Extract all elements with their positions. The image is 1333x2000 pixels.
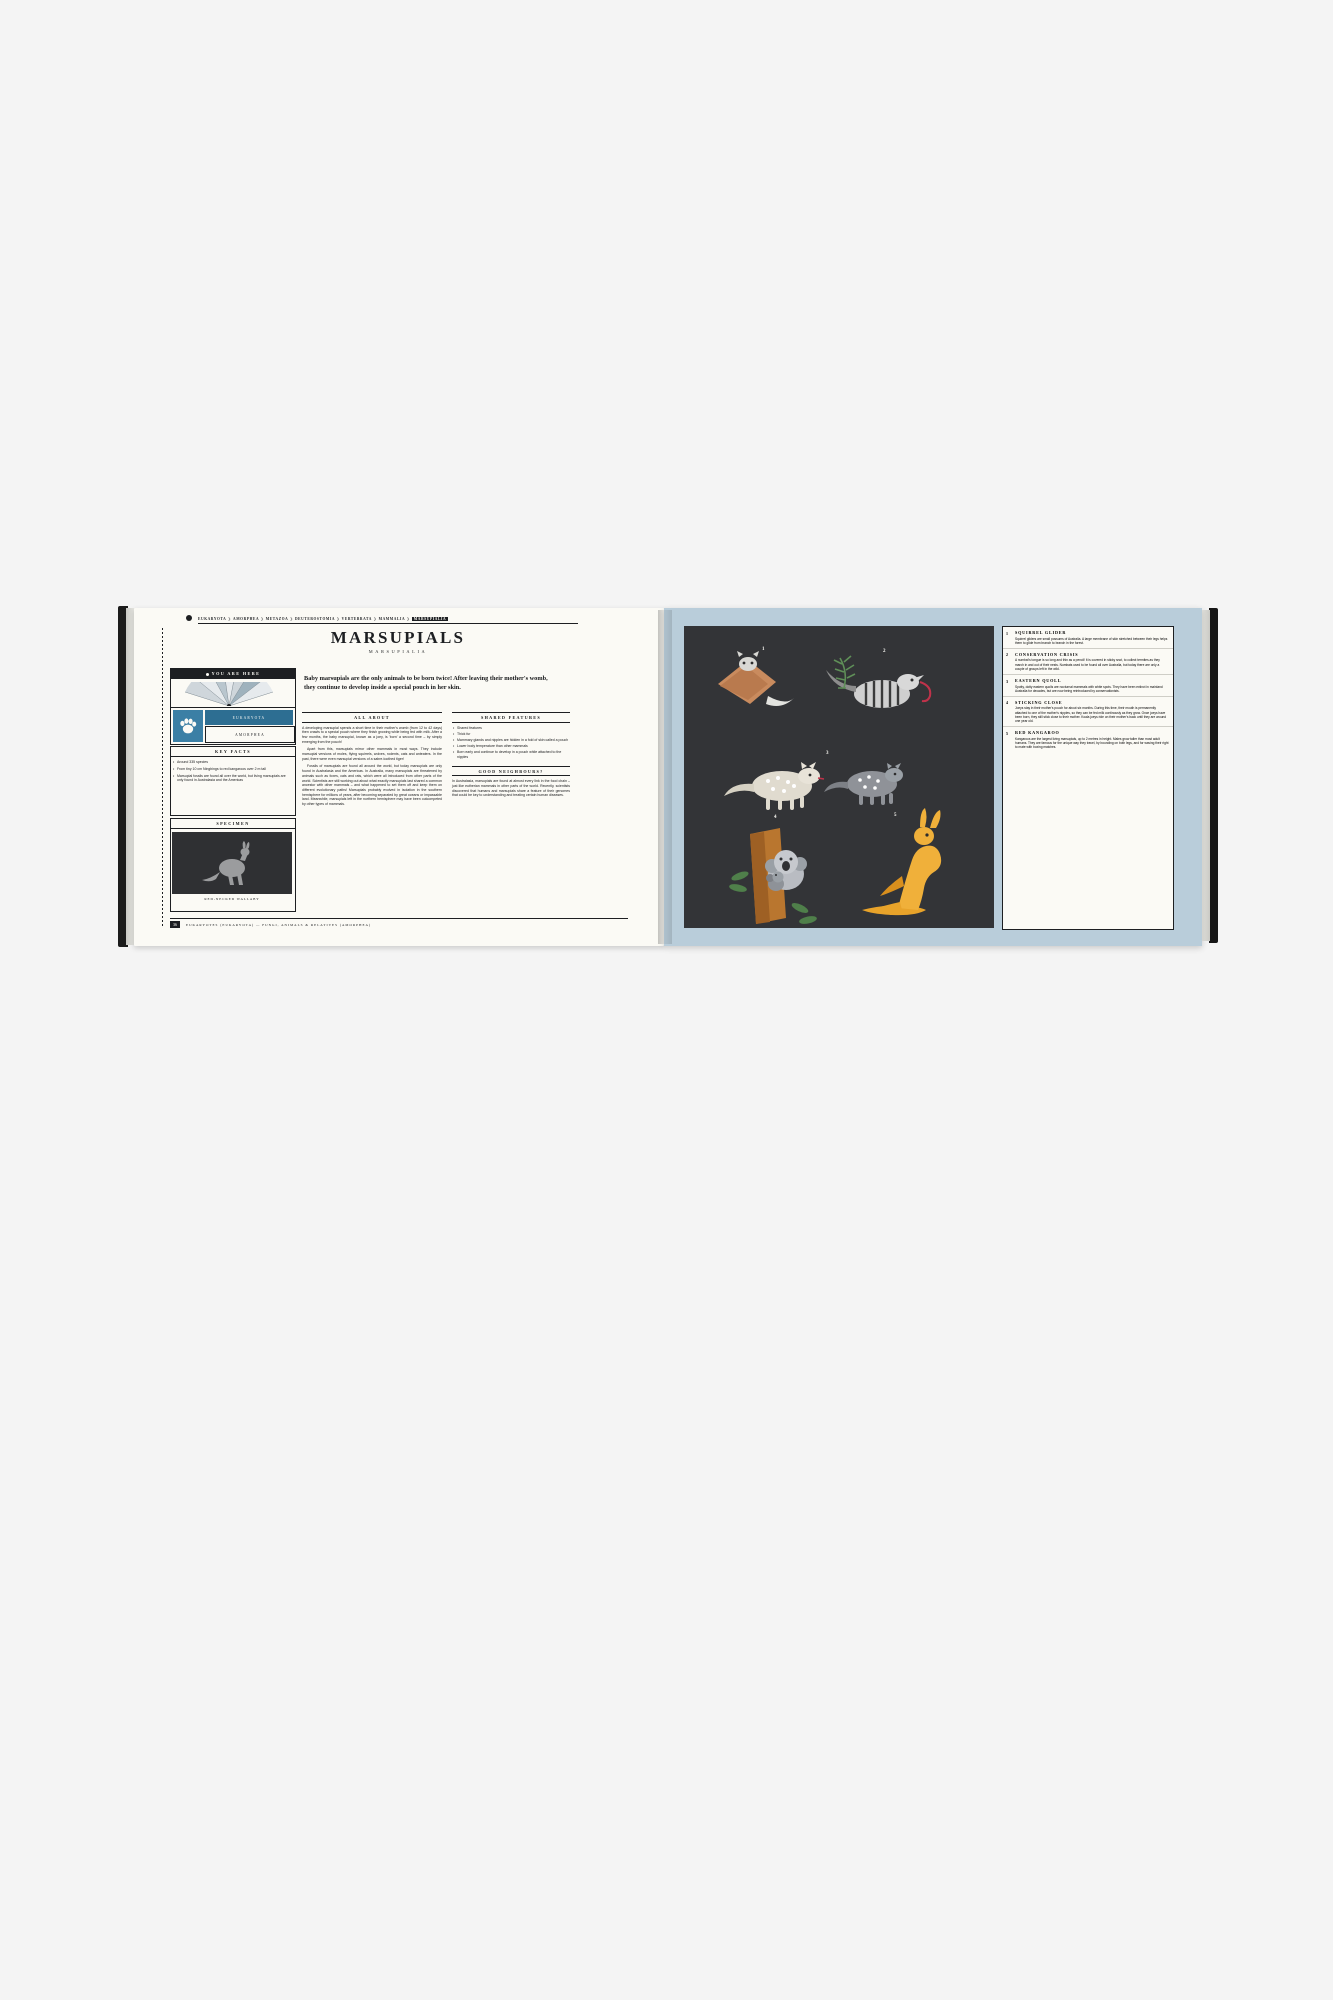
key-fact-item: • Marsupial fossils are found all over the world, but living marsupials are only found in Australasia and the Americas bbox=[177, 774, 291, 783]
shared-feature-item: • Mammary glands and nipples are hidden in a fold of skin called a pouch bbox=[457, 738, 570, 743]
paw-icon bbox=[178, 716, 198, 736]
breadcrumb-item-0: EUKARYOTA bbox=[198, 617, 227, 621]
entry-number: 4 bbox=[1006, 700, 1008, 706]
shared-feature-item: • Shared features bbox=[457, 726, 570, 731]
right-page-content bbox=[664, 608, 1202, 946]
shared-features-list bbox=[452, 726, 570, 760]
entry-text: Joeys stay in their mother's pouch for about six months. During this time, their mouth is permanently attached to one of the mother's nipples, so they can be fed milk continously as they grow. Once joeys have been born, they still stick close to their mother. Koala joeys ride on their mother's back until they are around one year old. bbox=[1015, 706, 1167, 724]
page-number: 36 bbox=[170, 921, 180, 928]
plate-key-entry bbox=[1003, 649, 1173, 675]
dotted-rail bbox=[162, 628, 163, 928]
entry-title: STICKING CLOSE bbox=[1015, 699, 1063, 705]
svg-text:2: 2 bbox=[883, 649, 886, 654]
all-about-paragraph: Fossils of marsupials are found all around the world, but today marsupials are only found in Australasia and the Americas. In Australia, many marsupials are threatened by animals such as foxes, cats and rats, which were all introduced from other parts of the world. Scientists are still working out about what exactly marsupials last shared a common ancestor with other mammals – and what happened to set them off and keep them on different evolutionary paths! Marsupials probably evolved in isolation in the southern hemisphere for millions of years, after becoming separated by great oceans or impassable land. Meanwhile, marsupials left in the northern hemisphere may have been outcompeted by other types of mammals. bbox=[302, 764, 442, 807]
key-facts-list bbox=[171, 757, 295, 783]
entry-title: EASTERN QUOLL bbox=[1015, 678, 1062, 684]
left-page-content bbox=[134, 608, 664, 946]
rail-dot-icon bbox=[186, 615, 192, 621]
entry-number: 3 bbox=[1006, 678, 1008, 684]
book-gutter bbox=[658, 610, 672, 944]
you-are-here-heading bbox=[171, 669, 295, 679]
plate-key-entry bbox=[1003, 727, 1173, 752]
entry-number: 2 bbox=[1006, 652, 1008, 658]
shared-feature-item: • Lower body temperature than other mammals bbox=[457, 744, 570, 749]
svg-text:3: 3 bbox=[826, 751, 829, 756]
breadcrumb-item-3: DEUTEROSTOMIA bbox=[294, 617, 336, 621]
page-title: MARSUPIALS bbox=[330, 628, 466, 647]
entry-title: RED KANGAROO bbox=[1015, 730, 1060, 736]
svg-text:4: 4 bbox=[774, 815, 777, 820]
entry-title: SQUIRREL GLIDER bbox=[1015, 630, 1067, 635]
entry-text: Squirrel gliders are small possums of Australia. A large membrane of skin stretched between their legs helps them to glide from branch to branch in the forest. bbox=[1015, 636, 1168, 645]
plate-key-panel bbox=[1002, 626, 1174, 930]
plate-key-entry bbox=[1003, 627, 1173, 649]
illustration-plate bbox=[684, 626, 994, 928]
breadcrumb-rule bbox=[198, 623, 578, 624]
shared-feature-item: • Thick fur bbox=[457, 732, 570, 737]
breadcrumb: EUKARYOTA ❯ AMORPHEA ❯ METAZOA ❯ DEUTEROSTOMIA ❯ VERTEBRATA ❯ MAMMALIA ❯ MARSUPIALIA bbox=[198, 617, 447, 621]
breadcrumb-item-4: VERTEBRATA bbox=[341, 617, 372, 621]
breadcrumb-item-current: MARSUPIALIA bbox=[413, 617, 447, 621]
entry-text: Kangaroos are the largest living marsupials, up to 2 metres in height. Males grow taller than most adult humans. They are famous for the unique way they travel, by bounding on both legs, and for waving their right to mate with boxing matches. bbox=[1015, 736, 1169, 750]
plate-key-entry bbox=[1003, 697, 1173, 727]
entry-text: A numbat's tongue is so long and thin as a pencil! It is covered in sticky snot, to collect termites as they march in and out of their nests. Numbats used to be found all over Australia, but today there are only a couple of groups left in the wild. bbox=[1015, 658, 1160, 671]
svg-text:1: 1 bbox=[762, 647, 765, 652]
footer-rule bbox=[170, 918, 628, 919]
open-book bbox=[118, 604, 1218, 949]
page-footer bbox=[170, 921, 628, 928]
entry-number: 5 bbox=[1006, 730, 1008, 736]
key-facts-heading: KEY FACTS bbox=[171, 747, 295, 757]
taxonomy-lower: AMORPHEA bbox=[205, 726, 295, 743]
all-about-heading: ALL ABOUT bbox=[302, 712, 442, 723]
good-neighbours-heading: GOOD NEIGHBOURS? bbox=[452, 766, 570, 777]
good-neighbours-text: In Australasia, marsupials are found at almost every link in the food chain – just like eutherian mammals in other parts of the world. Recently, scientists discovered that humans and marsupials share a feature of their genomes that could be key to understanding and treating certain human diseases. bbox=[452, 779, 570, 798]
page-title-block bbox=[198, 628, 598, 654]
key-facts-panel bbox=[170, 746, 296, 816]
key-fact-item: • Around 335 species bbox=[177, 760, 291, 765]
you-are-here-heading-text: YOU ARE HERE bbox=[211, 671, 261, 676]
page-subtitle: MARSUPIALIA bbox=[368, 649, 428, 654]
all-about-column bbox=[302, 712, 442, 807]
taxonomy-upper: EUKARYOTA bbox=[205, 710, 293, 725]
specimen-photo bbox=[172, 832, 292, 894]
shared-feature-item: • Born early and continue to develop in a pouch while attached to the nipples bbox=[457, 750, 570, 759]
book-spine-right bbox=[1209, 608, 1218, 943]
breadcrumb-item-5: MAMMALIA bbox=[378, 617, 406, 621]
specimen-heading: SPECIMEN bbox=[171, 819, 295, 829]
entry-text: Spotty, dotty eastern quolls are nocturnal mammals with white spots. They have been extinct in mainland Australia for decades, but are now being reintroduced by conservationists. bbox=[1015, 684, 1163, 693]
lede-paragraph: Baby marsupials are the only animals to be born twice! After leaving their mother's womb, they continue to develop inside a special pouch in her skin. bbox=[304, 675, 548, 691]
breadcrumb-item-2: METAZOA bbox=[265, 617, 289, 621]
breadcrumb-item-1: AMORPHEA bbox=[233, 617, 260, 621]
plate-key-entry bbox=[1003, 675, 1173, 697]
taxonomy-badge bbox=[170, 707, 296, 745]
taxonomy-fan-diagram bbox=[174, 682, 284, 706]
all-about-paragraph: A developing marsupial spends a short time in their mother's womb (from 12 to 42 days) then crawls to a special pouch where they finish growing while being fed with milk. After a few months, the baby marsupial, known as a joey, is 'born' a second time – by simply emerging from the pouch! bbox=[302, 725, 442, 744]
key-fact-item: • From tiny 10 cm Ningbings to red kangaroos over 2 m tall bbox=[177, 767, 291, 772]
entry-title: CONSERVATION CRISIS bbox=[1015, 651, 1079, 657]
shared-features-heading: SHARED FEATURES bbox=[452, 712, 570, 723]
svg-text:5: 5 bbox=[894, 813, 897, 818]
entry-number: 1 bbox=[1006, 630, 1008, 636]
footer-text: EUKARYOTES (EUKARYOTA) — FUNGI, ANIMALS & RELATIVES (AMORPHEA) bbox=[186, 922, 372, 927]
shared-features-column bbox=[452, 712, 570, 798]
all-about-paragraph: Apart from this, marsupials mirror other mammals in most ways. They include marsupial versions of moles, flying squirrels, wolves, rodents, cats and anteaters. In the past, there were even marsupial versions of a sabre-toothed tiger! bbox=[302, 747, 442, 761]
bullet-icon bbox=[206, 673, 209, 676]
specimen-caption: RED-NECKED WALLABY bbox=[204, 897, 260, 901]
